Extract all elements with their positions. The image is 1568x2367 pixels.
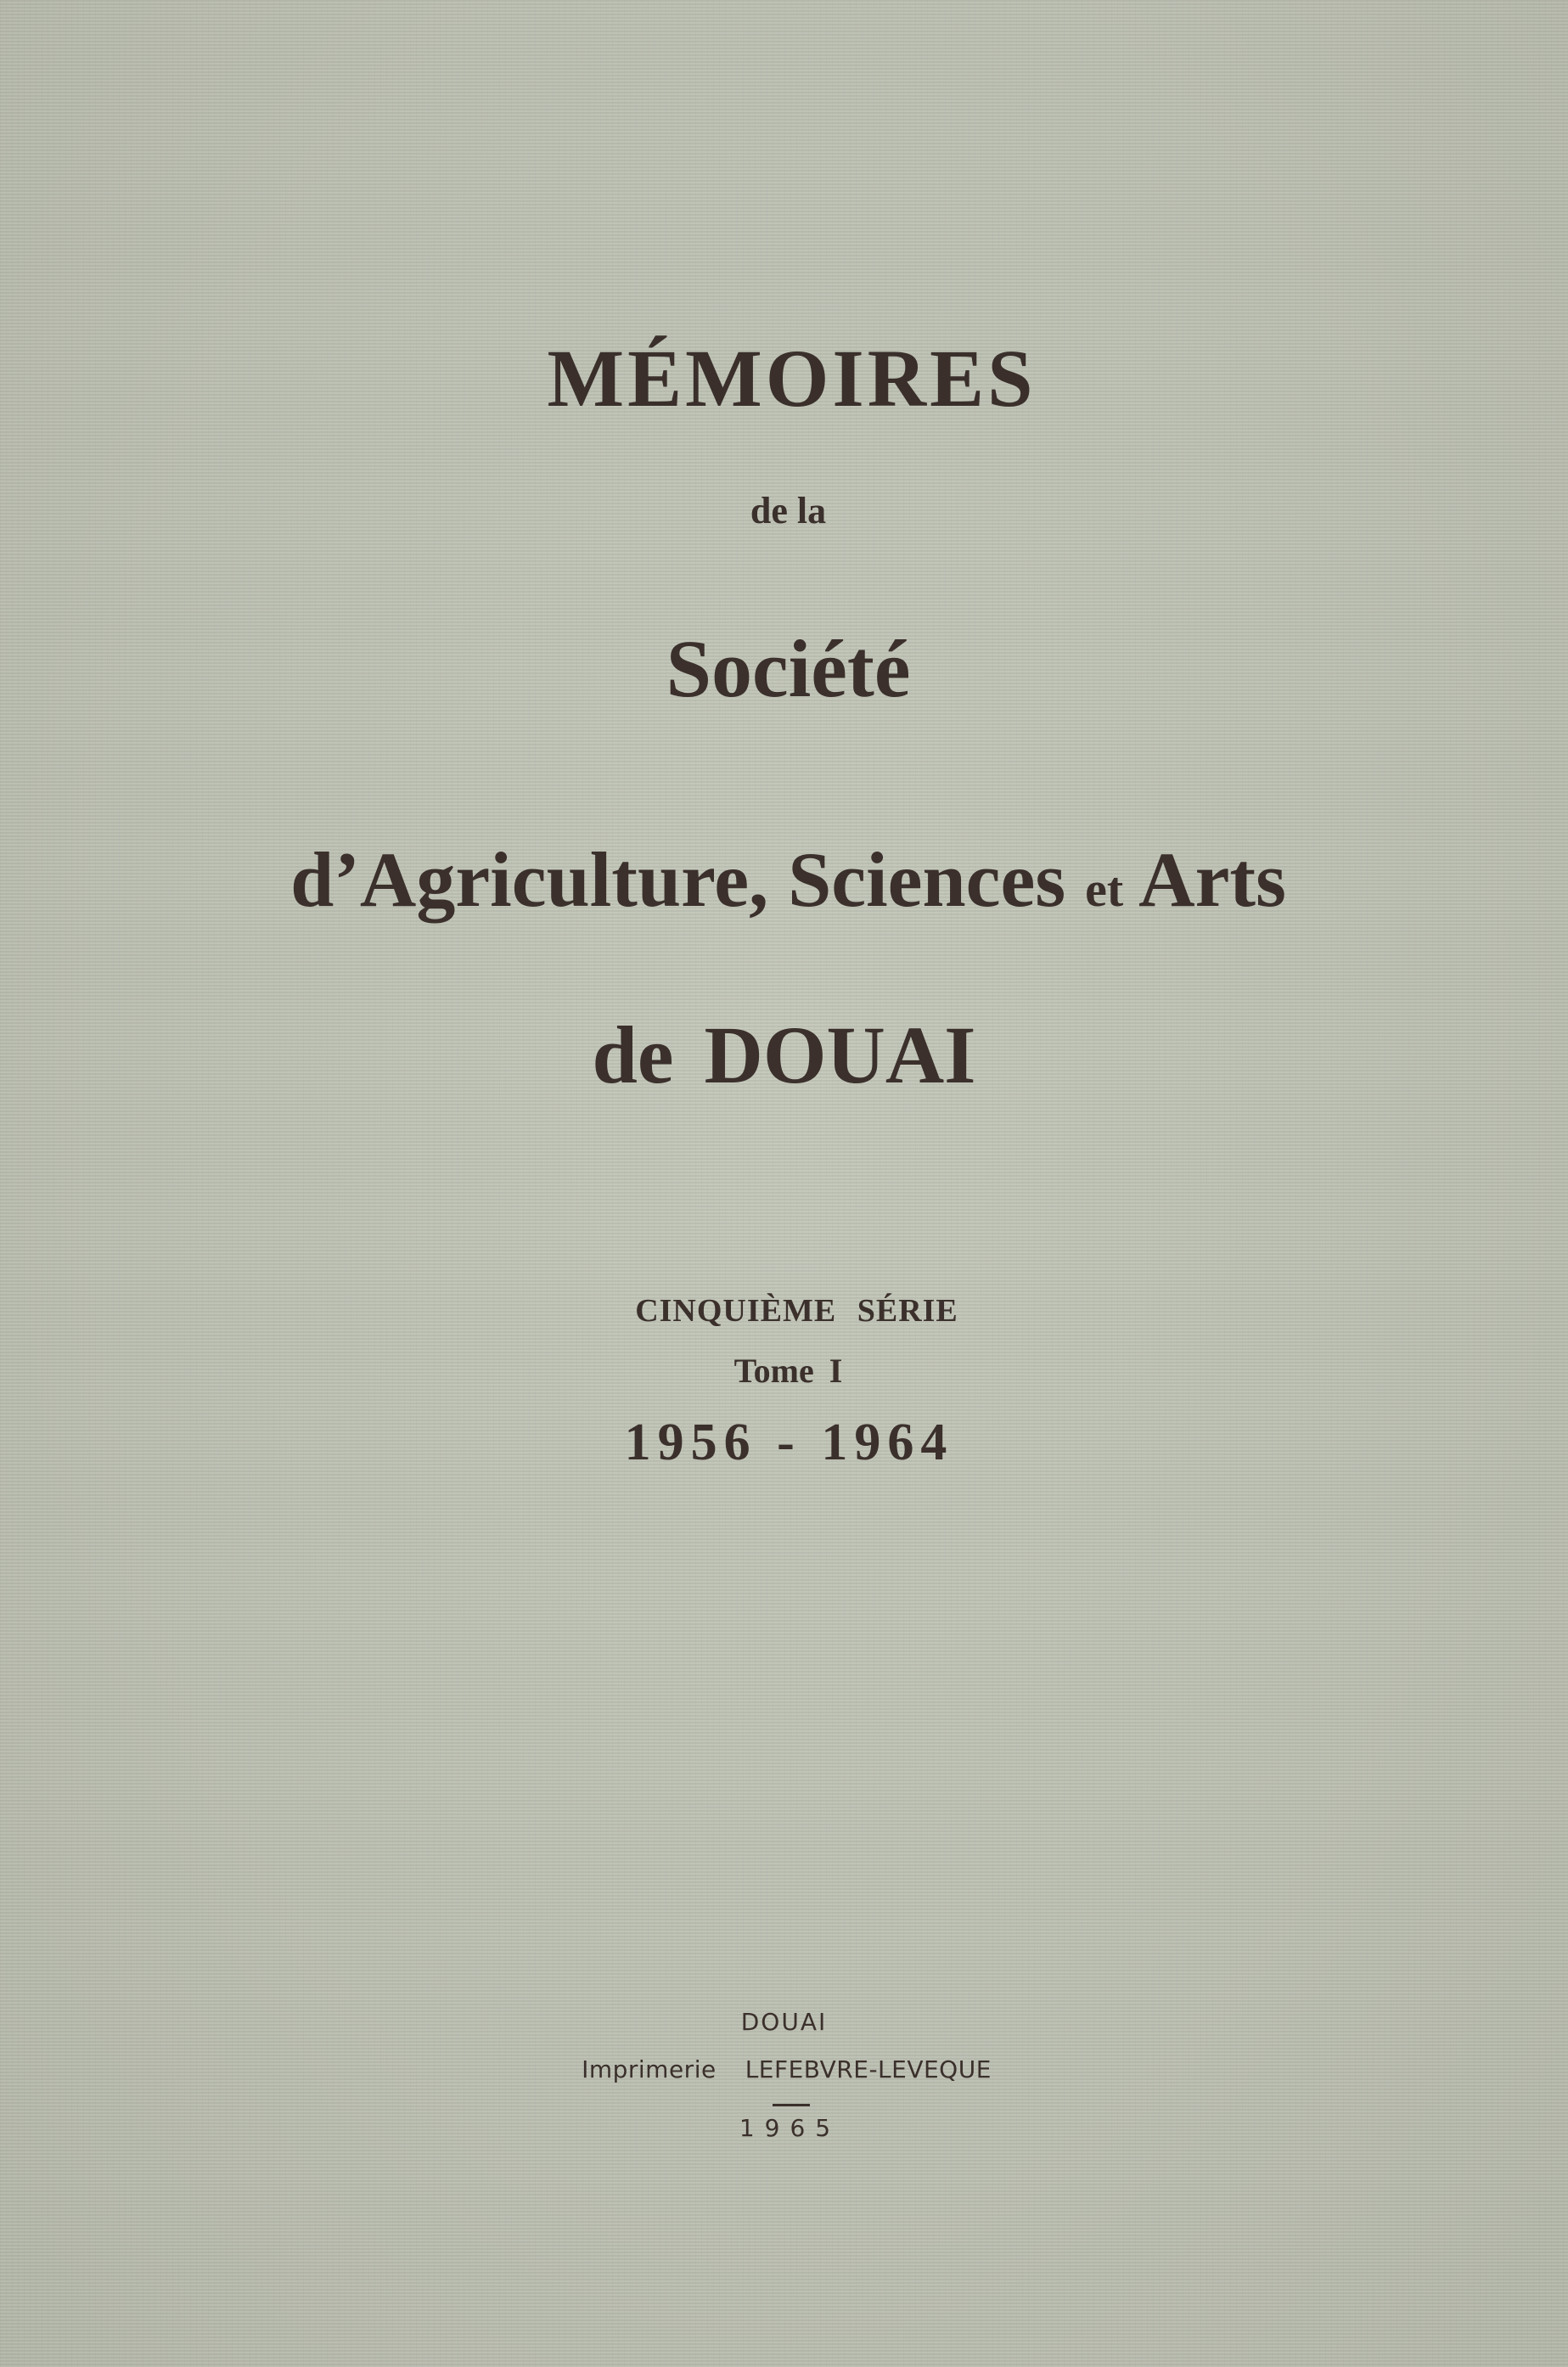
imprint-year: 1965	[739, 2114, 841, 2142]
city-title: de DOUAI	[592, 1009, 976, 1100]
imprint-printer	[0, 2055, 1568, 2083]
volume-label: Tome I	[733, 1352, 843, 1390]
year-range: 1956 - 1964	[624, 1414, 954, 1471]
society-heading: Société	[666, 623, 911, 714]
series-label: CINQUIÈME SÉRIE	[635, 1293, 958, 1329]
society-name-conjunction: et	[1085, 862, 1124, 917]
imprint-city: DOUAI	[740, 2008, 828, 2036]
printer-label: Imprimerie	[582, 2055, 717, 2083]
title-connector: de la	[750, 490, 827, 531]
society-full-name	[0, 836, 1568, 923]
imprint-divider	[773, 2104, 810, 2106]
printer-name: LEFEBVRE-LEVEQUE	[745, 2055, 992, 2083]
society-name-part1: d’Agriculture, Sciences	[290, 836, 1066, 923]
cover-title: MÉMOIRES	[547, 333, 1037, 424]
society-name-part2: Arts	[1138, 836, 1286, 923]
